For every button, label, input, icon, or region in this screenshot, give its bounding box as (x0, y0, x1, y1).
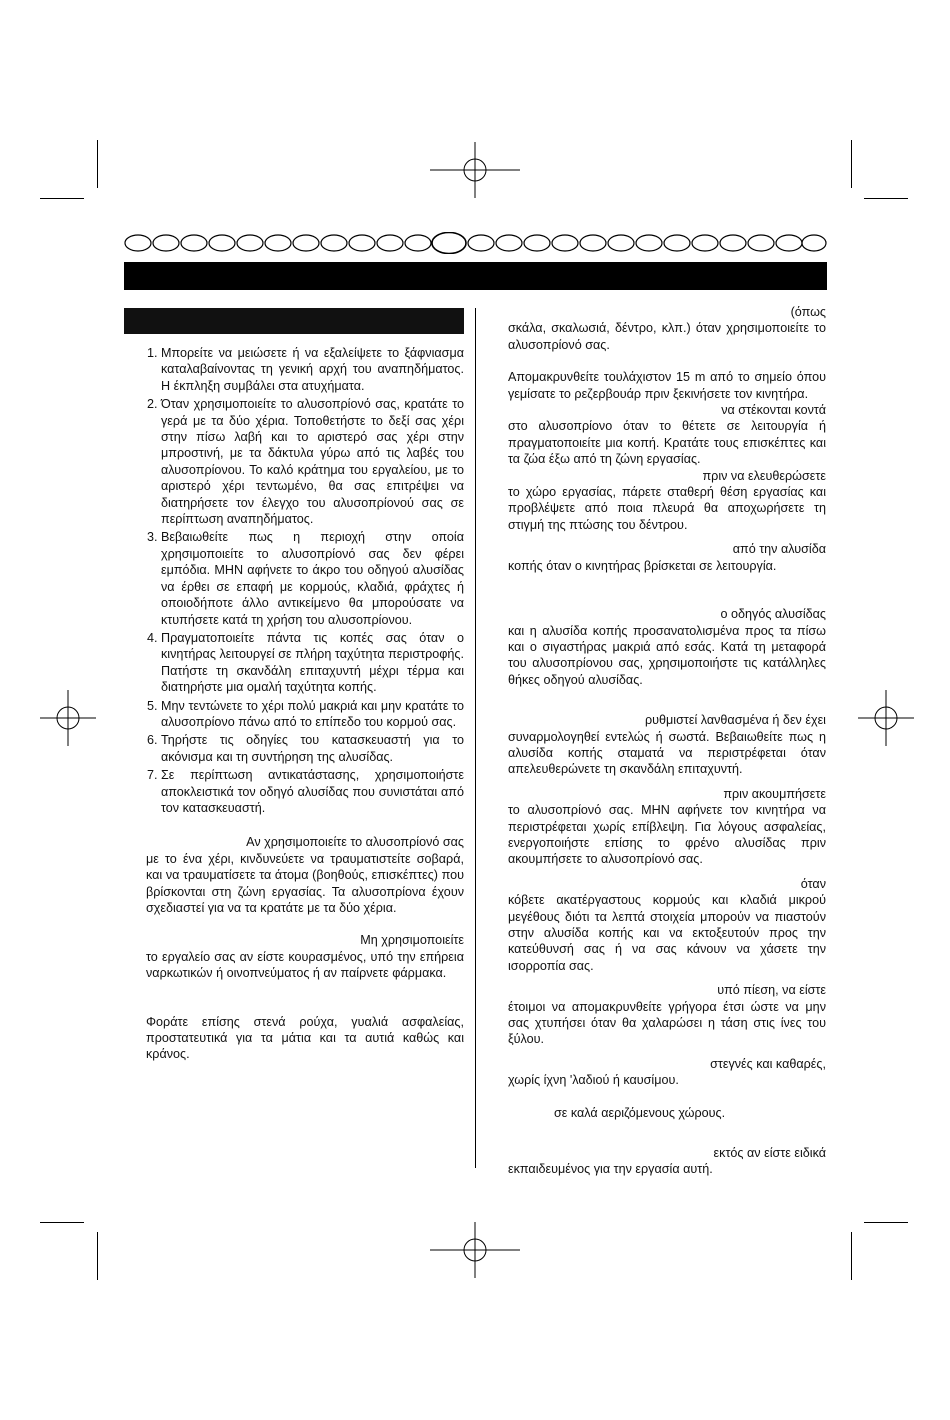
crop-mark (851, 1232, 852, 1280)
paragraph-first-line: από την αλυσίδα (732, 542, 826, 557)
paragraph-first-line: στεγνές και καθαρές, (710, 1056, 826, 1071)
list-item: 1. Μπορείτε να μειώσετε ή να εξαλείψετε το ξάφνιασμα καταλαβαίνοντας τη γενική αρχή του αναπηδήματος. Η έκπληξη συμβάλει στα ατυχήματα. (161, 345, 464, 394)
right-column (508, 304, 826, 1178)
paragraph: το χώρο εργασίας, πάρετε σταθερή θέση εργασίας και προβλέψετε από ποια πλευρά θα αποχωρήσετε τη στιγμή της πτώσης του δέντρου. (508, 485, 826, 532)
crop-mark (40, 198, 84, 199)
paragraph: κόβετε ακατέργαστους κορμούς και κλαδιά μικρού μεγέθους διότι τα λεπτά στοιχεία μπορούν να πιαστούν στην αλυσίδα κοπής και να εκτοξευτούν προς την κατεύθυνσή σας ή να σας κάνουν να χάσετε την ισορροπία σας. (508, 893, 826, 973)
paragraph-first-line: υπό πίεση, να είστε (717, 983, 826, 998)
paragraph: σε καλά αεριζόμενους χώρους. (554, 1105, 726, 1120)
paragraph: συναρμολογηθεί εντελώς ή σωστά. Βεβαιωθείτε πως η αλυσίδα κοπής σταματά να περιστρέφεται όταν απελευθερώνετε τη σκανδάλη επιταχυντή. (508, 729, 826, 777)
paragraph: σκάλα, σκαλωσιά, δέντρο, κλπ.) όταν χρησιμοποιείτε το αλυσοπρίονό σας. (508, 321, 826, 352)
paragraph-first-line: εκτός αν είστε ειδικά (713, 1146, 826, 1161)
section-heading-bar (124, 308, 464, 334)
paragraph-first-line: πριν ακουμπήσετε (723, 786, 826, 801)
paragraph: το εργαλείο σας αν είστε κουρασμένος, υπό την επήρεια ναρκωτικών ή οινοπνεύματος ή αν παίρνετε φάρμακα. (146, 949, 464, 981)
list-item: 4. Πραγματοποιείτε πάντα τις κοπές σας όταν ο κινητήρας λειτουργεί σε πλήρη ταχύτητα περιστροφής. Πατήστε τη σκανδάλη επιταχυντή μέχρι τέρμα και διατηρήστε μια ομαλή ταχύτητα κοπής. (161, 630, 464, 696)
paragraph: στο αλυσοπρίονο όταν το θέτετε σε λειτουργία ή πραγματοποιείτε μια κοπή. Κρατάτε τους επισκέπτες και τα ζώα έξω από τη ζώνη εργασίας. (508, 419, 826, 467)
crop-mark (97, 1232, 98, 1280)
list-item: 2. Όταν χρησιμοποιείτε το αλυσοπρίονό σας, κρατάτε το γερά με τα δύο χέρια. Τοποθετήστε το δεξί σας χέρι στην πίσω λαβή και το αριστερό σας χέρι στην μπροστινή, με τα δάκτυλα γύρω από τις λαβές του αλυσοπρίονου. Το καλό κράτημα του εργαλείου, με το αριστερό χέρι τεντωμένο, θα σας επιτρέψει να διατηρήσετε τον έλεγχο του αλυσοπρίονού σας σε περίπτωση αναπηδήματος. (161, 396, 464, 527)
list-item: 5. Μην τεντώνετε το χέρι πολύ μακριά και μην κρατάτε το αλυσοπρίονο πάνω από το επίπεδο του κορμού σας. (161, 698, 464, 731)
crop-mark (40, 1222, 84, 1223)
paragraph-first-line: Αν χρησιμοποιείτε το αλυσοπρίονό σας (246, 835, 464, 850)
crop-mark (851, 140, 852, 188)
list-item: 7. Σε περίπτωση αντικατάστασης, χρησιμοποιήστε αποκλειστικά τον οδηγό αλυσίδας που συνιστάται από τον κατασκευαστή. (161, 767, 464, 816)
registration-mark-bottom (430, 1222, 520, 1278)
kickback-tips-list (146, 345, 464, 816)
left-column (146, 345, 464, 1063)
registration-mark-top (430, 142, 520, 198)
list-item: 6. Τηρήστε τις οδηγίες του κατασκευαστή για το ακόνισμα και τη συντήρηση της αλυσίδας. (161, 732, 464, 765)
paragraph-first-line: όταν (800, 876, 826, 891)
crop-mark (864, 1222, 908, 1223)
paragraph: Φοράτε επίσης στενά ρούχα, γυαλιά ασφαλείας, προστατευτικά για τα μάτια και τα αυτιά καθώς και κράνος. (146, 1014, 464, 1062)
paragraph: με το ένα χέρι, κινδυνεύετε να τραυματιστείτε σοβαρά, και να τραυματίσετε τα άτομα (βοηθούς, επισκέπτες) που βρίσκονται στη ζώνη εργασίας. Τα αλυσοπρίονα έχουν σχεδιαστεί για να τα κρατάτε με τα δύο χέρια. (146, 851, 464, 915)
paragraph-first-line: πριν να ελευθερώσετε (702, 468, 826, 483)
list-item: 3. Βεβαιωθείτε πως η περιοχή στην οποία χρησιμοποιείτε το αλυσοπρίονό σας δεν φέρει εμπόδια. ΜΗΝ αφήνετε το άκρο του οδηγού αλυσίδας να έρθει σε επαφή με κορμούς, κλαδιά, φράχτες ή οποιοδήποτε άλλο αντικείμενο θα μπορούσατε να κτυπήσετε κατά τη χρήση του αλυσοπρίονου. (161, 529, 464, 627)
paragraph: κοπής όταν ο κινητήρας βρίσκεται σε λειτουργία. (508, 558, 777, 573)
language-ovals (124, 232, 827, 254)
paragraph: εκπαιδευμένος για την εργασία αυτή. (508, 1162, 713, 1177)
paragraph: χωρίς ίχνη 'λαδιού ή καυσίμου. (508, 1073, 679, 1088)
paragraph-first-line: ρυθμιστεί λανθασμένα ή δεν έχει (644, 713, 826, 728)
paragraph-first-line: ο οδηγός αλυσίδας (720, 607, 826, 622)
crop-mark (97, 140, 98, 188)
registration-mark-right (858, 690, 914, 746)
paragraph-first-line: Μη χρησιμοποιείτε (360, 933, 464, 948)
column-divider (475, 308, 476, 1168)
paragraph: έτοιμοι να απομακρυνθείτε γρήγορα έτσι ώστε να μην σας χτυπήσει όταν θα χαλαρώσει η τάση στις ίνες του ξύλου. (508, 999, 826, 1047)
paragraph: το αλυσοπρίονό σας. ΜΗΝ αφήνετε τον κινητήρα να περιστρέφεται χωρίς επίβλεψη. Για λόγους ασφαλείας, ενεργοποιήστε επίσης το φρένο αλυσίδας πριν ακουμπήσετε το αλυσοπρίονό σας. (508, 803, 826, 867)
header-bar (124, 262, 827, 290)
paragraph: και η αλυσίδα κοπής προσανατολισμένα προς τα πίσω και ο σιγαστήρας μακριά από εσάς. Κατά τη μεταφορά του αλυσοπρίονου σας, χρησιμοποιήστε τις κατάλληλες θήκες οδηγού αλυσίδας. (508, 623, 826, 687)
paragraph: Απομακρυνθείτε τουλάχιστον 15 m από το σημείο όπου γεμίσατε το ρεζερβουάρ πριν ξεκινήσετε τον κινητήρα. (508, 370, 826, 401)
paragraph-first-line: (όπως (790, 305, 826, 319)
registration-mark-left (40, 690, 96, 746)
crop-mark (864, 198, 908, 199)
paragraph-first-line: να στέκονται κοντά (721, 403, 826, 418)
